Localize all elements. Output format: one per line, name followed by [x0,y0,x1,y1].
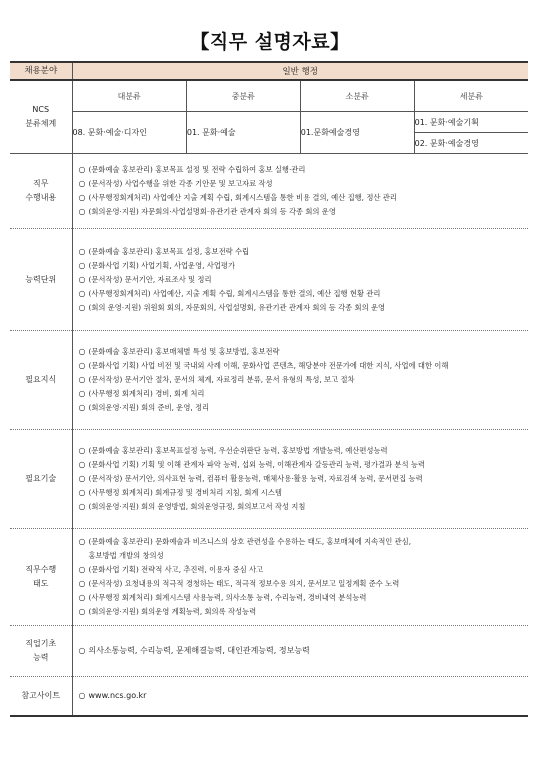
job-attitude-row [10,529,528,626]
basic-vocational-ability-content [72,626,528,677]
list-item [79,644,529,658]
list-item-text: (문서작성) 문서기안 절차, 문서의 체계, 자료정리 분류, 문서 유형의 특성, 보고 절차 [88,375,355,384]
bullet-icon: ○ [78,537,86,546]
list-item [79,273,529,287]
list-item [79,163,529,177]
recruitment-field-value: 일반 행정 [72,62,528,80]
bullet-icon: ○ [78,403,86,412]
classification-value-row [73,112,529,133]
required-skills-content [72,430,528,529]
list-item [79,549,529,563]
list-item [79,287,529,301]
list-item [79,591,529,605]
list-item-text: www.ncs.go.kr [88,691,147,700]
list-item [79,563,529,577]
bullet-icon: ○ [78,691,86,700]
classification-head-row [73,81,529,112]
list-item-text: (문화예술 홍보관리) 홍보목표설정 능력, 우선순위판단 능력, 홍보방법 개발능력, 예산편성능력 [88,446,388,455]
job-duties-content [72,154,528,229]
list-item [79,500,529,514]
competency-units-row [10,229,528,331]
bullet-icon: ○ [78,446,86,455]
list-item [79,373,529,387]
list-item-text: 의사소통능력, 수리능력, 문제해결능력, 대인관계능력, 정보능력 [88,646,310,655]
bullet-icon: ○ [78,260,86,270]
list-item-text: (회의운영·지원) 회의운영 계획능력, 회의록 작성능력 [88,607,257,616]
required-skills-label: 필요기술 [10,430,72,529]
bullet-icon: ○ [78,474,86,483]
bullet-icon: ○ [78,165,86,174]
bullet-icon: ○ [78,565,86,574]
value-middle: 01. 문화·예술 [186,112,300,154]
job-attitude-list [73,531,529,623]
recruitment-field-label: 채용분야 [10,62,72,80]
list-item-text: (사무행정 회계처리) 경비, 회계 처리 [88,389,205,398]
job-attitude-label: 직무수행 태도 [10,529,72,626]
bullet-icon: ○ [78,302,86,312]
list-item-text: (회의 운영·지원) 위원회 회의, 자문회의, 사업설명회, 유관기관 관계자 회의 등 각종 회의 운영 [88,302,386,312]
list-item [79,301,529,315]
required-skills-list [73,440,529,518]
bullet-icon: ○ [78,460,86,469]
list-item-text: 홍보방법 개발의 창의성 [88,551,164,560]
list-item-text: (문서작성) 문서기안, 의사표현 능력, 컴퓨터 활용능력, 매체사용·활용 능력, 자료검색 능력, 문서편집 능력 [88,474,423,483]
list-item-text: (회의운영·지원) 회의 운영방법, 회의운영규정, 회의보고서 작성 지침 [88,502,306,511]
list-item [79,345,529,359]
recruitment-field-row [10,62,528,80]
list-item [79,401,529,415]
job-duties-row [10,154,528,229]
list-item-text: (사무행정회계처리) 사업예산 지출 계획 수립, 회계시스템을 통한 비용 결의, 예산 집행, 정산 관리 [88,193,397,202]
competency-units-label: 능력단위 [10,229,72,331]
required-knowledge-label: 필요지식 [10,331,72,430]
list-item-text: (사무행정 회계처리) 회계규정 및 경비처리 지침, 회계 시스템 [88,488,282,497]
list-item [79,245,529,259]
bullet-icon: ○ [78,193,86,202]
bullet-icon: ○ [78,579,86,588]
bullet-icon: ○ [78,207,86,216]
bullet-icon: ○ [78,646,86,655]
required-knowledge-row [10,331,528,430]
list-item-text: (문화예술 홍보관리) 홍보목표 설정 및 전략 수립하여 홍보 실행·관리 [88,165,306,174]
column-minor: 소분류 [300,81,414,112]
list-item [79,458,529,472]
list-item [79,205,529,219]
reference-site-row [10,677,528,717]
list-item [79,444,529,458]
job-attitude-content [72,529,528,626]
bullet-icon: ○ [78,502,86,511]
list-item-text: (문화사업 기획) 사업기획, 사업운영, 사업평가 [88,260,235,270]
required-knowledge-list [73,341,529,419]
list-item [79,486,529,500]
list-item-text: (문화사업 기획) 전략적 사고, 추진력, 이용자 중심 사고 [88,565,264,574]
list-item [79,689,529,703]
bullet-icon: ○ [78,179,86,188]
competency-units-content [72,229,528,331]
basic-vocational-ability-label: 직업기초 능력 [10,626,72,677]
bullet-icon: ○ [78,246,86,256]
bullet-icon: ○ [78,274,86,284]
reference-site-list [73,685,529,707]
value-detail-1: 01. 문화·예술기획 [414,112,528,133]
value-minor: 01.문화예술경영 [300,112,414,154]
bullet-icon: ○ [78,389,86,398]
job-description-table [10,61,528,717]
list-item-text: (문화예술 홍보관리) 홍보매체별 특성 및 홍보방법, 홍보전략 [88,347,280,356]
reference-site-content [72,677,528,717]
required-knowledge-content [72,331,528,430]
competency-units-list [73,241,529,319]
list-item-text: (회의운영·지원) 자문회의·사업설명회·유관기관 관계자 회의 등 각종 회의 운영 [88,207,336,216]
list-item-text: (사무행정 회계처리) 회계시스템 사용능력, 의사소통 능력, 수리능력, 경비내역 분석능력 [88,593,367,602]
bullet-icon: ○ [78,375,86,384]
reference-site-label: 참고사이트 [10,677,72,717]
bullet-icon: ○ [78,361,86,370]
bullet-icon: ○ [78,288,86,298]
list-item-text: (문화예술 홍보관리) 홍보목표 설정, 홍보전략 수립 [88,246,250,256]
list-item-text: (문서작성) 문서기안, 자료조사 및 정리 [88,274,212,284]
list-item [79,387,529,401]
ncs-classification-row [10,80,528,154]
list-item [79,191,529,205]
list-item [79,472,529,486]
list-item-text: (문화사업 기획) 사업 비전 및 국내외 사례 이해, 문화사업 콘텐츠, 해당분야 전문가에 대한 지식, 사업에 대한 이해 [88,361,449,370]
value-detail-2: 02. 문화·예술경영 [414,138,479,148]
classification-table [73,81,529,153]
job-duties-list [73,159,529,223]
column-middle: 중분류 [186,81,300,112]
list-item [79,605,529,619]
list-item-text: (문화사업 기획) 기획 및 이해 관계자 파악 능력, 섭외 능력, 이해관계자 갈등관리 능력, 평가결과 분석 능력 [88,460,425,469]
list-item-text: (문서작성) 요청내용의 적극적 경청하는 태도, 적극적 정보수용 의지, 문서보고 일정계획 준수 노력 [88,579,400,588]
bullet-icon: ○ [78,347,86,356]
list-item-text: (문화예술 홍보관리) 문화예술과 비즈니스의 상호 관련성을 수용하는 태도, 홍보매체에 지속적인 관심, [88,537,412,546]
basic-vocational-ability-list [73,640,529,662]
bullet-icon: ○ [78,593,86,602]
list-item [79,535,529,549]
list-item [79,577,529,591]
ncs-classification-grid [72,80,528,154]
list-item [79,177,529,191]
bullet-icon: ○ [78,607,86,616]
list-item [79,259,529,273]
list-item [79,359,529,373]
ncs-classification-label: NCS 분류체계 [10,80,72,154]
column-detail: 세분류 [414,81,528,112]
basic-vocational-ability-row [10,626,528,677]
column-major: 대분류 [73,81,187,112]
list-item-text: (회의운영·지원) 회의 준비, 운영, 정리 [88,403,210,412]
list-item-text: (문서작성) 사업수행을 위한 각종 기안문 및 보고자료 작성 [88,179,273,188]
list-item-text: (사무행정회계처리) 사업예산, 지출 계획 수립, 회계시스템을 통한 결의, 예산 집행 현황 관리 [88,288,381,298]
value-major: 08. 문화·예술·디자인 [73,112,187,154]
job-duties-label: 직무 수행내용 [10,154,72,229]
required-skills-row [10,430,528,529]
document-title: 【직무 설명자료】 [190,31,350,53]
bullet-icon: ○ [78,488,86,497]
